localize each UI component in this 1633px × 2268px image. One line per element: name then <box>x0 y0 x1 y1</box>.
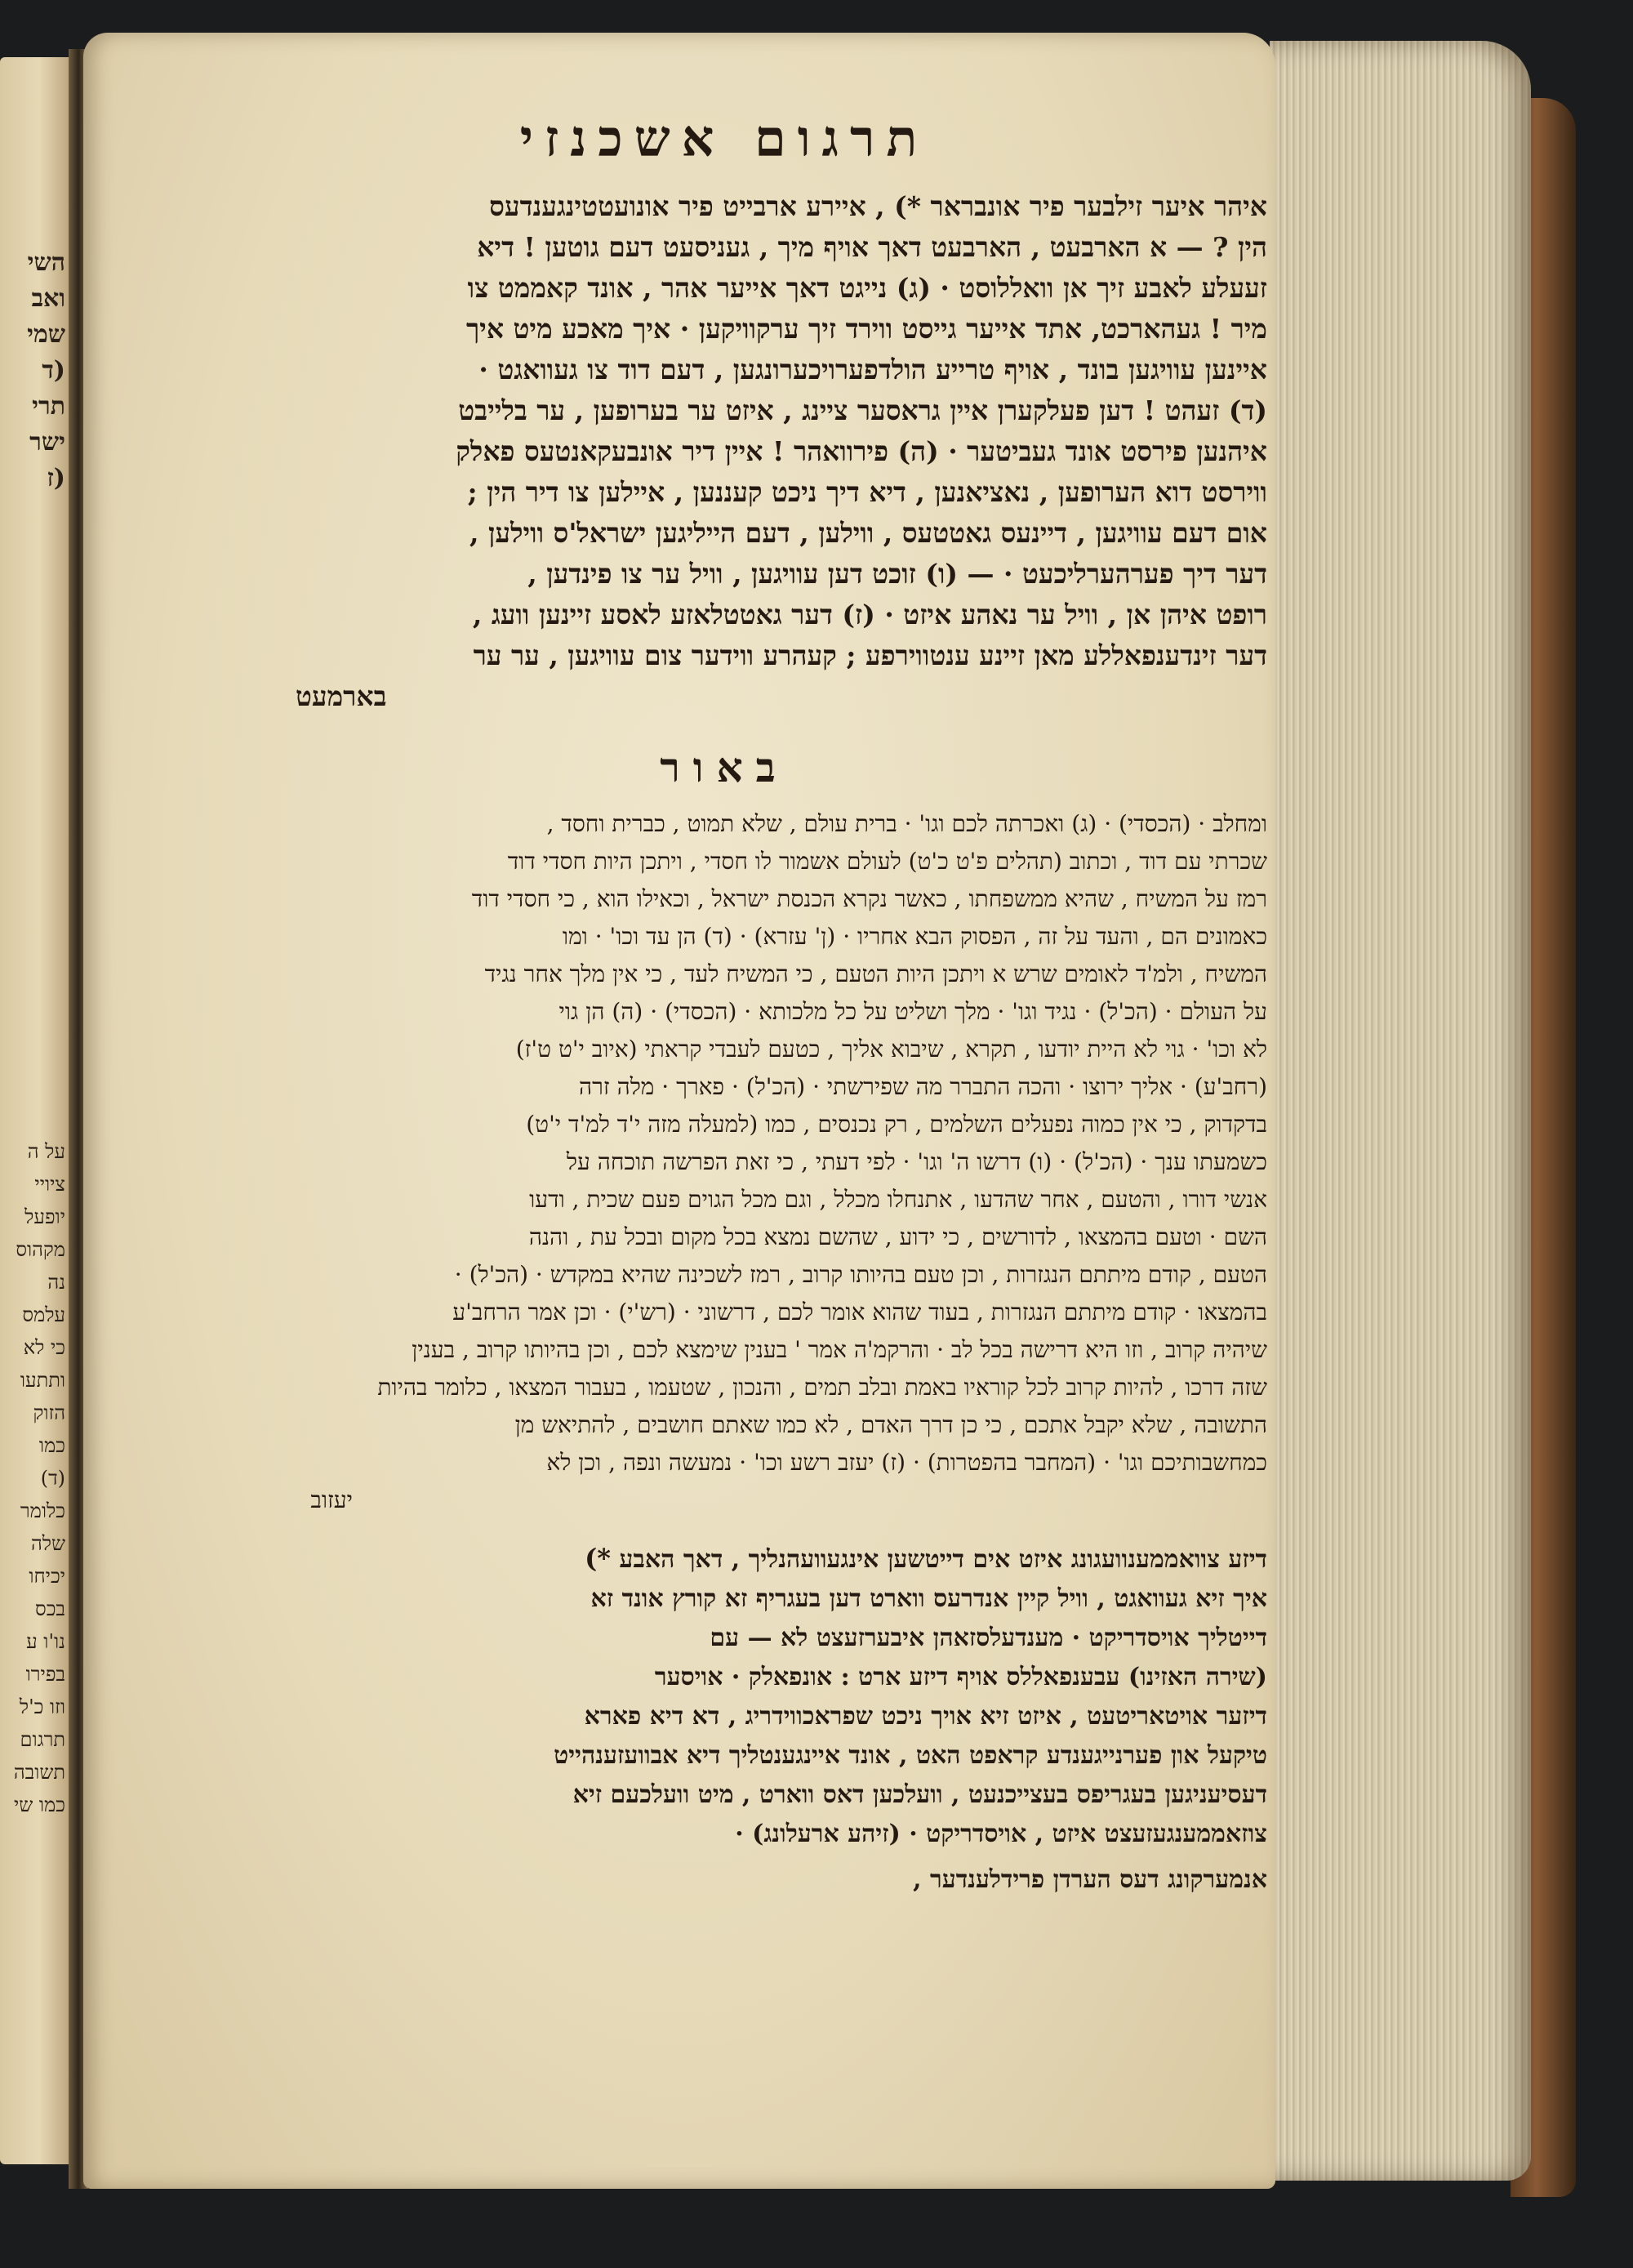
commentary-line: (רחב'ע) · אליך ירוצו · והכה התברר מה שפירשתי · (הכ'ל) · פארך · מלה זרה <box>579 1073 1267 1100</box>
left-page-lower-fragments <box>0 1135 65 1821</box>
left-fragment: ותתעו <box>20 1369 65 1392</box>
translation-line: איינען עוויגען בונד , אויף טרייע הולדפערויכערונגען , דעם דוד צו געוואגט · <box>478 354 1267 385</box>
translation-line: מיר ! געהארכט, אתד אייער גייסט ווירד זיך ערקוויקען · איך מאכע מיט איך <box>465 313 1267 345</box>
commentary-line: לא וכו' · גוי לא היית יודעו , תקרא , שיבוא אליך , כטעם לעבדי קראתי (איוב י'ט ט'ז) <box>515 1036 1267 1063</box>
page-fore-edge <box>1270 41 1531 2181</box>
commentary-line: כאמונים הם , והעד על זה , הפסוק הבא אחריו · (ן' עזרא) · (ד) הן עד וכו' · ומו <box>562 923 1267 950</box>
left-fragment: תרגום <box>20 1728 65 1751</box>
left-fragment: יכיחו <box>29 1565 65 1588</box>
left-fragment: ציויי <box>34 1173 65 1196</box>
left-fragment: כלומר <box>20 1499 65 1522</box>
translation-line: אום דעם עוויגען , דיינעס גאטטעס , ווילען , דעם הייליגען ישראל'ס ווילען , <box>469 517 1267 549</box>
left-fragment: שלה <box>30 1532 65 1555</box>
commentary-line: ומחלב · (הכסדי) · (ג) ואכרתה לכם וגו' · ברית עולם , שלא תמוט , כברית וחסד , <box>546 810 1267 837</box>
footnote-line: (שירה האזינו) עבענפאללס אויף דיזע ארט : אונפאלק · אויסער <box>654 1663 1267 1691</box>
left-fragment: שמי <box>27 320 65 349</box>
left-fragment: הזוק <box>33 1401 65 1424</box>
left-fragment: השי <box>27 248 65 277</box>
footnote-signature: אנמערקונג דעס הערדן פרידלענדער , <box>913 1865 1267 1894</box>
commentary-line: יעזוב <box>310 1486 353 1513</box>
commentary-line: התשובה , שלא יקבל אתכם , כי כן דרך האדם , לא כמו שאתם חושבים , להתיאש מן <box>514 1411 1267 1438</box>
commentary-text <box>181 805 1267 1519</box>
translation-line: בארמעט <box>296 680 387 712</box>
left-fragment: תשובה <box>13 1761 65 1784</box>
translation-line: רופט איהן אן , וויל ער נאהע איזט · (ז) דער גאטטלאזע לאסע זיינען וועג , <box>472 599 1267 630</box>
commentary-line: אנשי דורו , והטעם , אחר שהדעו , אתנחלו מכלל , וגם מכל הגוים פעם שכית , ודעו <box>529 1186 1267 1213</box>
left-fragment: (ז <box>47 464 65 492</box>
left-fragment: כי לא <box>23 1336 65 1359</box>
footnote-text: דיזע צוואממענוועגונג איזט אים דייטשען אינגעוועהנליך , דאך האבע <box>619 1545 1267 1574</box>
translation-line: דער דיך פערהערליכעט · — (ו) זוכט דען עוויגען , וויל ער צו פינדען , <box>527 558 1267 590</box>
footnote-line: צוזאממענגעזעצט איזט , אויסדריקט · (זיהע ארעלונג) · <box>735 1820 1267 1848</box>
left-fragment: מקהוס <box>16 1238 65 1261</box>
footnote-line: דעסיעניגען בעגריפס בעצייכנעט , וועלכען דאס ווארט , מיט וועלכעם זיא <box>572 1780 1267 1809</box>
left-fragment: יופעל <box>24 1205 65 1228</box>
footnote-marker: *) <box>585 1543 611 1574</box>
commentary-line: כמחשבותיכם וגו' · (המחבר בהפטרות) · (ז) יעזב רשע וכו' · נמעשה ונפה , וכן לא <box>546 1449 1267 1476</box>
left-fragment: כמו שי <box>13 1793 65 1816</box>
footnote-line: דיזער אויטאריטעט , איזט זיא אויך ניכט שפראכווידריג , דא דיא פארא <box>584 1702 1267 1731</box>
left-page <box>0 57 72 2164</box>
footnote-line-first <box>181 1539 1267 1580</box>
footnote-line: איך זיא געוואגט , וויל קיין אנדרעס ווארט דען בעגריף זא קורץ אונד זא <box>590 1584 1267 1613</box>
right-page <box>83 33 1275 2189</box>
commentary-line: שיהיה קרוב , וזו היא דרישה בכל לב · והרקמ'ה אמר ' בענין שימצא לכם , וכן בהיותו קרוב , בענין <box>412 1336 1267 1363</box>
translation-line: איהנען פירסט אונד געביטער · (ה) פירוואהר ! איין דיר אונבעקאנטעס פאלק <box>456 435 1267 467</box>
commentary-line: כשמעתו ענך · (הכ'ל) · (ו) דרשו ה' וגו' · לפי דעתי , כי זאת הפרשה תוכחה על <box>566 1148 1267 1175</box>
left-fragment: וזו כ'ל <box>19 1695 65 1718</box>
translation-line: (ד) זעהט ! דען פעלקערן איין גראסער ציינג , איזט ער בערופען , ער בלייבט <box>458 394 1267 426</box>
left-fragment: בפירו <box>25 1663 65 1686</box>
commentary-line: שזה דרכו , להיות קרוב לכל קוראיו באמת ובלב תמים , והנכון , שטעמו , בעבור המצאו , כלומר בהיות <box>377 1374 1267 1401</box>
left-fragment: (ד <box>42 356 65 385</box>
translation-line: הין ? — א הארבעט , הארבעט דאך אויף מיך , געניסעט דעם גוטען ! דיא <box>477 231 1267 263</box>
left-page-upper-fragments <box>0 245 65 497</box>
commentary-line: על העולם · (הכ'ל) · נגיד וגו' · מלך ושליט על כל מלכותא · (הכסדי) · (ה) הן גוי <box>558 998 1267 1025</box>
left-fragment: בכס <box>35 1597 65 1620</box>
section-title: באור <box>660 743 789 791</box>
commentary-line: הטעם , קודם מיתתם הנגזרות , וכן טעם בהיותו קרוב , רמז לשכינה שהיא במקדש · (הכ'ל) · <box>454 1261 1267 1288</box>
left-fragment: נה <box>47 1271 65 1294</box>
left-fragment: כמו <box>38 1434 65 1457</box>
left-fragment: על ה <box>27 1140 65 1163</box>
translation-line: זעעלע לאבע זיך אן וואללוסט · (ג) נייגט דאך אייער אהר , אונד קאממט צו <box>467 272 1267 304</box>
commentary-line: בהמצאו · קודם מיתתם הנגזרות , בעוד שהוא אומר לכם , דרשוני · (רש'י) · וכן אמר הרחב'ע <box>452 1299 1267 1326</box>
translation-line: דער זינדענפאללע מאן זיינע ענטווירפע ; קעהרע ווידער צום עוויגען , ער ער <box>473 639 1267 671</box>
left-fragment: (ד) <box>40 1467 65 1490</box>
translation-text <box>181 186 1267 717</box>
left-fragment: ואב <box>31 284 65 313</box>
translation-line: איהר איער זילבער פיר אונבראר *) , איירע ארבייט פיר אונועטטינגענדעס <box>489 190 1267 222</box>
commentary-line: שכרתי עם דוד , וכתוב (תהלים פ'ט כ'ט) לעולם אשמור לו חסדי , ויתכן היות חסדי דוד <box>507 848 1267 875</box>
left-fragment: נו'ו ע <box>26 1630 65 1653</box>
translation-line: ווירסט דוא הערופען , נאציאנען , דיא דיך ניכט קעננען , איילען צו דיר הין ; <box>467 476 1267 508</box>
footnote-line: דייטליך אויסדריקט · מענדעלסזאהן איבערזעצט לא — עם <box>710 1624 1267 1652</box>
page-content <box>181 106 1267 1900</box>
footnote <box>181 1539 1267 1900</box>
left-fragment: תרי <box>32 392 65 421</box>
page-title: תרגום אשכנזי <box>519 109 929 168</box>
commentary-line: בדקדוק , כי אין כמוה נפעלים השלמים , רק נכנסים , כמו (למעלה מזה י'ד למ'ד י'ט) <box>526 1111 1267 1138</box>
commentary-line: השם · וטעם בהמצאו , לדורשים , כי ידוע , שהשם נמצא בכל מקום ובכל עת , והנה <box>528 1223 1267 1250</box>
left-fragment: ישר <box>29 428 65 457</box>
left-fragment: עלמס <box>22 1303 65 1326</box>
commentary-line: רמז על המשיח , שהיא ממשפחתו , כאשר נקרא הכנסת ישראל , וכאילו הוא , כי חסדי דוד <box>471 885 1267 912</box>
commentary-line: המשיח , ולמ'ד לאומים שרש א ויתכן היות הטעם , כי המשיח לעד , כי אין מלך אחר נגיד <box>484 960 1267 987</box>
footnote-line: טיקעל און פערנייגענדע קראפט האט , אונד איינגענטליך דיא אבוועזענהייט <box>554 1741 1267 1770</box>
